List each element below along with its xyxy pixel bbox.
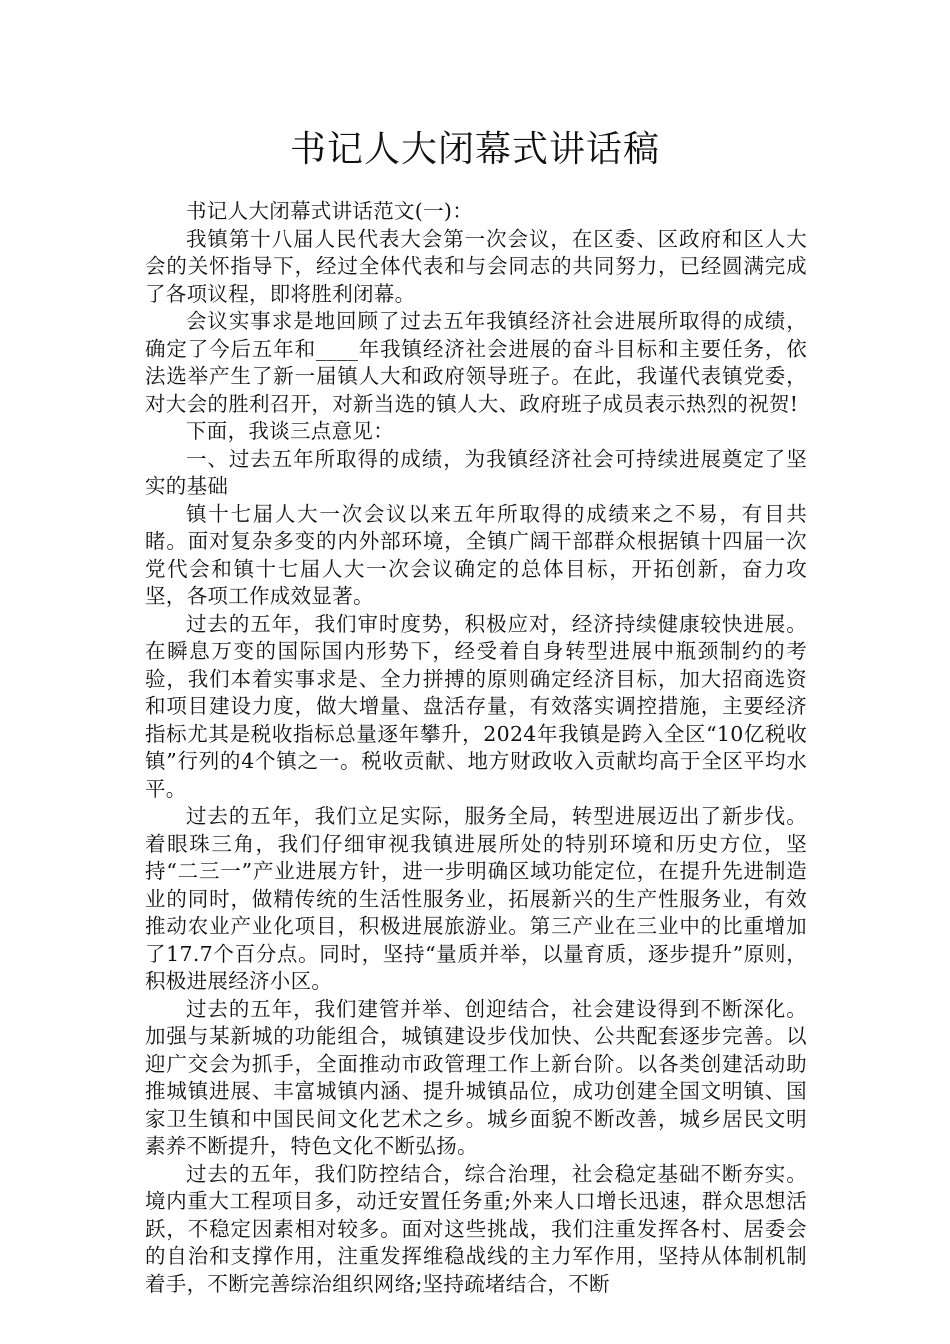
- paragraph: 过去的五年，我们立足实际，服务全局，转型进展迈出了新步伐。着眼珠三角，我们仔细审视我镇进展所处的特别环境和历史方位，坚持“二三一”产业进展方针，进一步明确区域功能定位，在提升先进制造业的同时，做精传统的生活性服务业，拓展新兴的生产性服务业，有效推动农业产业化项目，积极进展旅游业。第三产业在三业中的比重增加了17.7个百分点。同时，坚持“量质并举，以量育质，逐步提升”原则，积极进展经济小区。: [145, 804, 807, 993]
- paragraph: 下面，我谈三点意见：: [186, 419, 394, 443]
- paragraph: 会议实事求是地回顾了过去五年我镇经济社会进展所取得的成绩，确定了今后五年和____年我镇经济社会进展的奋斗目标和主要任务，依法选举产生了新一届镇人大和政府领导班子。在此，我谨代表镇党委，对大会的胜利召开，对新当选的镇人大、政府班子成员表示热烈的祝贺!: [145, 309, 807, 416]
- paragraph: 镇十七届人大一次会议以来五年所取得的成绩来之不易，有目共睹。面对复杂多变的内外部环境，全镇广阔干部群众根据镇十四届一次党代会和镇十七届人大一次会议确定的总体目标，开拓创新，奋力攻坚，各项工作成效显著。: [145, 501, 807, 608]
- paragraph: 过去的五年，我们防控结合，综合治理，社会稳定基础不断夯实。境内重大工程项目多，动迁安置任务重;外来人口增长迅速，群众思想活跃，不稳定因素相对较多。面对这些挑战，我们注重发挥各村、居委会的自治和支撑作用，注重发挥维稳战线的主力军作用，坚持从体制机制着手，不断完善综治组织网络;坚持疏堵结合，不断: [145, 1161, 807, 1296]
- paragraph: 过去的五年，我们审时度势，积极应对，经济持续健康较快进展。在瞬息万变的国际国内形势下，经受着自身转型进展中瓶颈制约的考验，我们本着实事求是、全力拼搏的原则确定经济目标，加大招商选资和项目建设力度，做大增量、盘活存量，有效落实调控措施，主要经济指标尤其是税收指标总量逐年攀升，2024年我镇是跨入全区“10亿税收镇”行列的4个镇之一。税收贡献、地方财政收入贡献均高于全区平均水平。: [145, 611, 807, 801]
- paragraph: 过去的五年，我们建管并举、创迎结合，社会建设得到不断深化。加强与某新城的功能组合，城镇建设步伐加快、公共配套逐步完善。以迎广交会为抓手，全面推动市政管理工作上新台阶。以各类创建活动助推城镇进展、丰富城镇内涵、提升城镇品位，成功创建全国文明镇、国家卫生镇和中国民间文化艺术之乡。城乡面貌不断改善，城乡居民文明素养不断提升，特色文化不断弘扬。: [145, 996, 807, 1158]
- document-body: [145, 198, 807, 1298]
- paragraph: 我镇第十八届人民代表大会第一次会议，在区委、区政府和区人大会的关怀指导下，经过全体代表和与会同志的共同努力，已经圆满完成了各项议程，即将胜利闭幕。: [145, 226, 807, 306]
- paragraph-intro-heading: 书记人大闭幕式讲话范文(一)：: [186, 199, 473, 223]
- section-heading: 一、过去五年所取得的成绩，为我镇经济社会可持续进展奠定了坚实的基础: [145, 446, 807, 498]
- document-title: 书记人大闭幕式讲话稿: [289, 129, 660, 170]
